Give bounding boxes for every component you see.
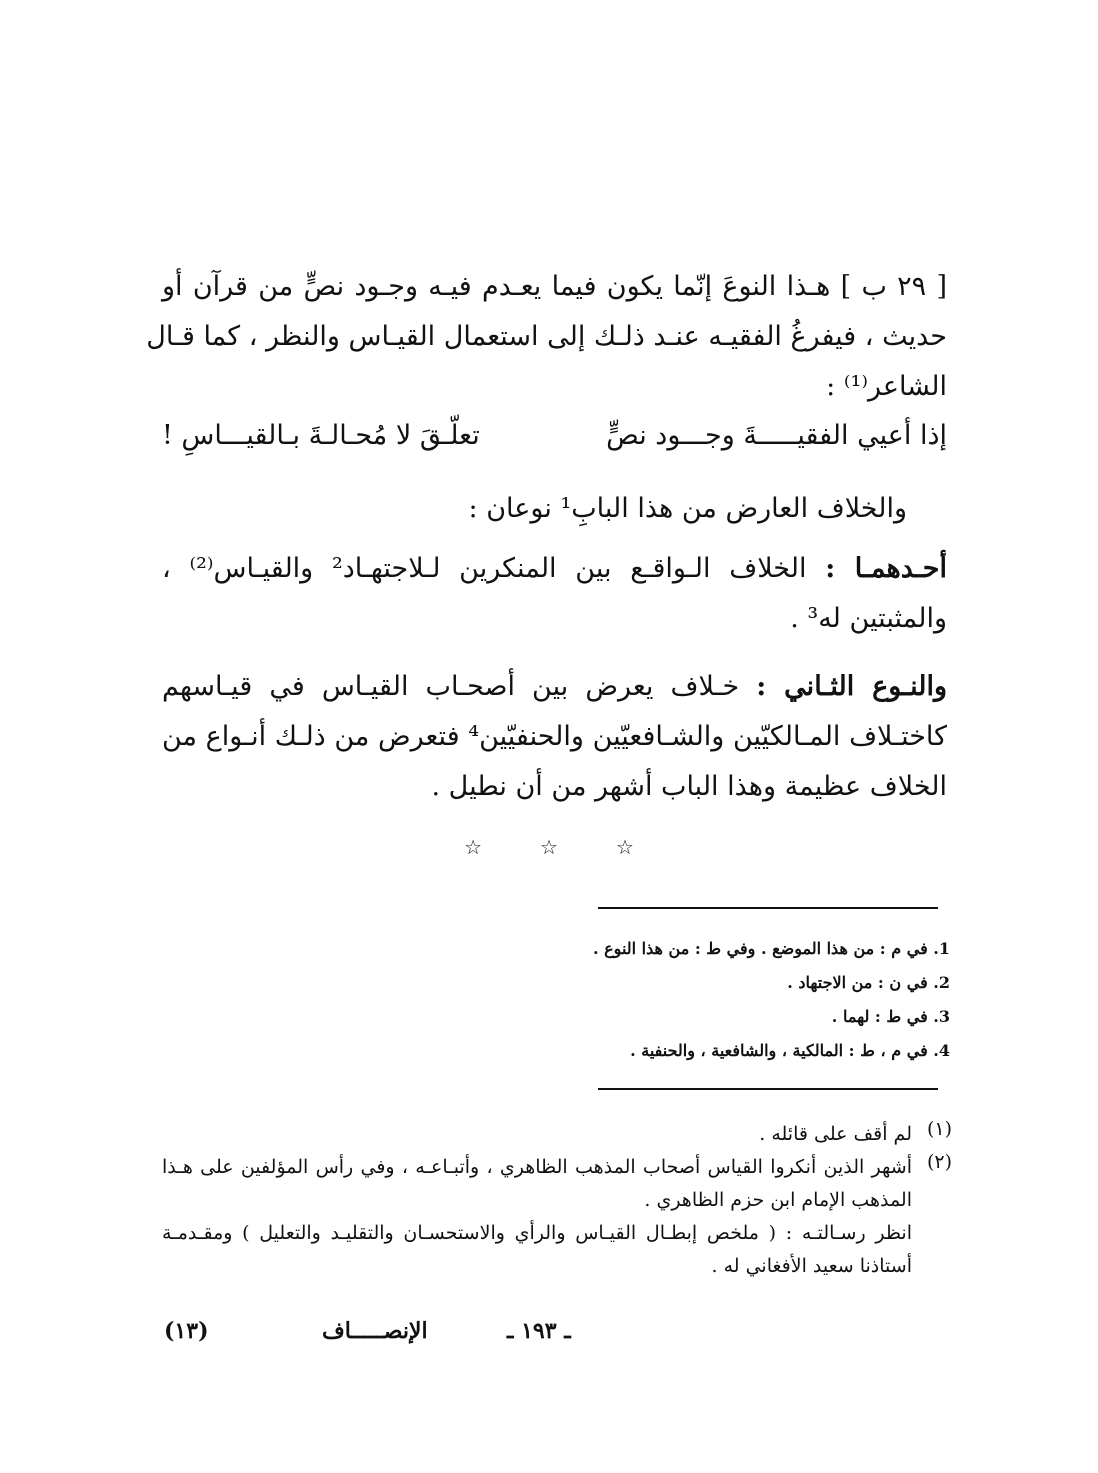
star-icon: ☆ [464,835,483,859]
footnote-number: (٢) [926,1151,952,1173]
book-title: الإنصـــــاف [322,1318,428,1344]
footnote-text: أشهر الذين أنكروا القياس أصحاب المذهب الظاهري ، وأتبـاعـه ، وفي رأس المؤلفين على هـذا [162,1156,912,1178]
signature-mark: (١٣) [164,1318,209,1344]
footnote [162,1118,952,1151]
star-icon: ☆ [615,835,634,859]
editor-note: 4. في م ، ط : المالكية ، والشافعية ، والحنفية . [630,1041,950,1060]
verse-first-hemistich: إذا أعيي الفقيـــــةَ وجـــود نصٍّ [606,420,947,451]
text-line: والنـوع الثـاني : خـلاف يعرض بين أصحـاب القيـاس في قيـاسهم [162,671,947,702]
footnote-number: (١) [926,1118,952,1140]
text-line: الشاعر⁽¹⁾ : [826,371,947,402]
page-footer [162,1318,952,1348]
paragraph-first-type [162,544,947,644]
text-line: الخلاف عظيمة وهذا الباب أشهر من أن نطيل . [431,771,947,802]
footnote-text: أستاذنا سعيد الأفغاني له . [711,1255,912,1277]
footnotes [162,1118,952,1283]
first-type-lead: أحـدهمـا : [825,553,947,584]
editor-note: 2. في ن : من الاجتهاد . [787,973,950,992]
footnote-divider [598,1088,938,1090]
text-line: والمثبتين له³ . [790,603,947,634]
footnote-text: المذهب الإمام ابن حزم الظاهري . [644,1189,912,1211]
star-icon: ☆ [540,835,558,859]
editor-notes [420,932,950,1068]
editor-note: 1. في م : من هذا الموضع . وفي ط : من هذا النوع . [592,939,950,958]
text-line: والخلاف العارض من هذا البابِ¹ نوعان : [468,493,907,524]
footnote-divider [598,907,938,909]
poetry-verse [162,420,947,451]
text-line: [ ٢٩ ب ] هـذا النوعَ إنّما يكون فيما يعـدم فيـه وجـود نصٍّ من قرآن أو [162,271,947,302]
paragraph-intro [146,262,947,412]
verse-second-hemistich: تعلّـقَ لا مُحـالـةَ بـالقيـــاسِ ! [162,420,480,451]
text-line: كاختـلاف المـالكيّين والشـافعيّين والحنفيّين⁴ فتعرض من ذلـك أنـواع من [162,721,947,752]
footnote-text: لم أقف على قائله . [759,1123,912,1145]
footnote-text: انظر رسـالتـه : ( ملخص إبطـال القيـاس والرأي والاستحسـان والتقليـد والتعليل ) ومقـدمـة [162,1222,912,1244]
text-line: حديث ، فيفرغُ الفقيـه عنـد ذلـك إلى استعمال القيـاس والنظر ، كما قـال [146,321,947,352]
page-number: ـ ١٩٣ ـ [507,1318,571,1344]
footnote [162,1151,952,1283]
paragraph-types [162,484,947,534]
text-line: أحـدهمـا : الخلاف الـواقـع بين المنكرين لـلاجتهـاد² والقيـاس⁽²⁾ ، [162,553,947,584]
section-separator [0,835,1098,859]
second-type-lead: والنـوع الثـاني : [756,671,947,702]
paragraph-second-type [162,662,947,812]
editor-note: 3. في ط : لهما . [831,1007,950,1026]
